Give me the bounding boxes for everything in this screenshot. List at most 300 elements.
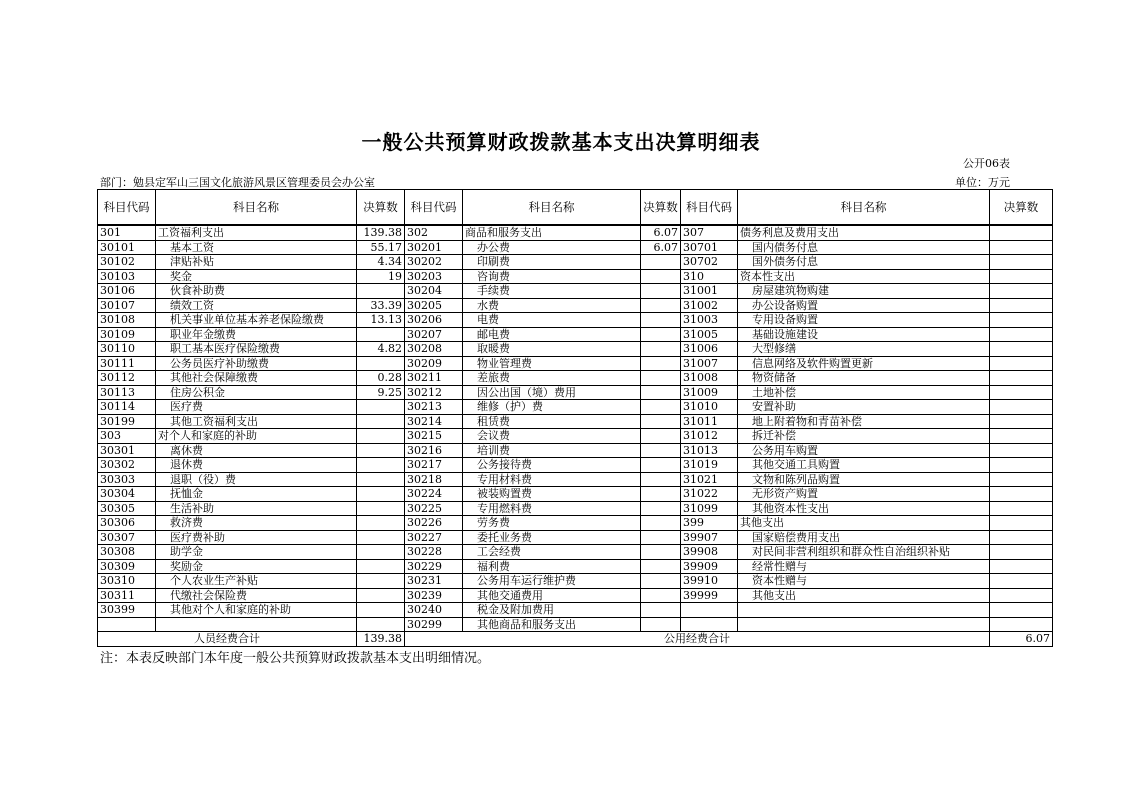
name-cell: 工资福利支出 [156,225,357,240]
table-row [98,240,1053,255]
table-row [98,559,1053,574]
code-cell: 30302 [98,458,156,473]
code-cell: 30226 [405,516,463,531]
code-cell: 30224 [405,487,463,502]
amount-cell: 0.28 [357,371,405,386]
amount-cell [990,298,1053,313]
amount-cell [357,530,405,545]
code-cell: 30199 [98,414,156,429]
name-cell [738,603,990,618]
amount-cell [641,385,681,400]
amount-cell [990,356,1053,371]
name-cell: 债务利息及费用支出 [738,225,990,240]
amount-cell [990,588,1053,603]
table-row [98,356,1053,371]
name-cell: 维修（护）费 [463,400,641,415]
name-cell: 物业管理费 [463,356,641,371]
code-cell: 30702 [681,255,738,270]
code-cell: 30218 [405,472,463,487]
code-cell: 31001 [681,284,738,299]
code-cell: 31019 [681,458,738,473]
table-row [98,588,1053,603]
amount-cell [990,443,1053,458]
name-cell: 对民间非营利组织和群众性自治组织补贴 [738,545,990,560]
name-cell: 基本工资 [156,240,357,255]
amount-cell [641,255,681,270]
code-cell: 301 [98,225,156,240]
name-cell: 伙食补助费 [156,284,357,299]
name-cell [156,617,357,632]
form-number: 公开06表 [963,157,1010,170]
code-cell: 30107 [98,298,156,313]
header-amount: 决算数 [990,190,1053,226]
table-header-row [98,190,1053,226]
name-cell: 公务用车运行维护费 [463,574,641,589]
amount-cell [641,429,681,444]
name-cell: 无形资产购置 [738,487,990,502]
name-cell: 资本性赠与 [738,574,990,589]
name-cell: 会议费 [463,429,641,444]
code-cell: 30399 [98,603,156,618]
amount-cell [357,356,405,371]
code-cell: 31012 [681,429,738,444]
table-row [98,269,1053,284]
amount-cell [357,487,405,502]
amount-cell [357,429,405,444]
amount-cell [641,617,681,632]
amount-cell [641,443,681,458]
name-cell: 其他商品和服务支出 [463,617,641,632]
code-cell: 31022 [681,487,738,502]
code-cell: 30202 [405,255,463,270]
name-cell: 其他交通费用 [463,588,641,603]
code-cell: 30305 [98,501,156,516]
name-cell: 机关事业单位基本养老保险缴费 [156,313,357,328]
amount-cell [990,458,1053,473]
header-code: 科目代码 [681,190,738,226]
amount-cell [990,545,1053,560]
header-code: 科目代码 [98,190,156,226]
amount-cell [990,327,1053,342]
name-cell: 委托业务费 [463,530,641,545]
code-cell: 30211 [405,371,463,386]
header-amount: 决算数 [357,190,405,226]
amount-cell: 9.25 [357,385,405,400]
name-cell: 国内债务付息 [738,240,990,255]
unit-label: 单位：万元 [955,176,1010,189]
code-cell: 30209 [405,356,463,371]
name-cell: 津贴补贴 [156,255,357,270]
name-cell: 国外债务付息 [738,255,990,270]
amount-cell [357,617,405,632]
code-cell: 302 [405,225,463,240]
table-row [98,225,1053,240]
name-cell: 拆迁补偿 [738,429,990,444]
name-cell: 其他交通工具购置 [738,458,990,473]
code-cell: 30204 [405,284,463,299]
amount-cell [641,574,681,589]
name-cell: 经常性赠与 [738,559,990,574]
name-cell: 劳务费 [463,516,641,531]
code-cell: 30102 [98,255,156,270]
name-cell: 专用材料费 [463,472,641,487]
amount-cell [641,400,681,415]
amount-cell [641,327,681,342]
name-cell: 物资储备 [738,371,990,386]
code-cell: 30206 [405,313,463,328]
table-row [98,458,1053,473]
code-cell: 30212 [405,385,463,400]
name-cell: 资本性支出 [738,269,990,284]
header-name: 科目名称 [738,190,990,226]
amount-cell: 4.82 [357,342,405,357]
name-cell: 其他社会保障缴费 [156,371,357,386]
name-cell: 医疗费补助 [156,530,357,545]
amount-cell [641,501,681,516]
code-cell: 30309 [98,559,156,574]
name-cell: 职工基本医疗保险缴费 [156,342,357,357]
name-cell: 其他对个人和家庭的补助 [156,603,357,618]
table-row [98,342,1053,357]
code-cell: 31003 [681,313,738,328]
amount-cell [641,516,681,531]
amount-cell [641,559,681,574]
amount-cell [990,342,1053,357]
name-cell [738,617,990,632]
code-cell: 30201 [405,240,463,255]
name-cell: 公务接待费 [463,458,641,473]
name-cell: 手续费 [463,284,641,299]
header-name: 科目名称 [156,190,357,226]
table-row [98,574,1053,589]
code-cell: 30101 [98,240,156,255]
amount-cell [990,574,1053,589]
name-cell: 退休费 [156,458,357,473]
amount-cell [990,501,1053,516]
amount-cell [641,298,681,313]
amount-cell: 19 [357,269,405,284]
personnel-total-label: 人员经费合计 [98,632,357,647]
name-cell: 住房公积金 [156,385,357,400]
code-cell: 30301 [98,443,156,458]
name-cell: 税金及附加费用 [463,603,641,618]
amount-cell [641,284,681,299]
table-row [98,530,1053,545]
name-cell: 安置补助 [738,400,990,415]
table-row [98,313,1053,328]
code-cell: 30103 [98,269,156,284]
code-cell: 31011 [681,414,738,429]
amount-cell [990,516,1053,531]
code-cell: 30225 [405,501,463,516]
budget-table [97,189,1053,647]
amount-cell [990,255,1053,270]
table-row [98,516,1053,531]
amount-cell [357,458,405,473]
amount-cell [357,603,405,618]
table-row [98,298,1053,313]
code-cell: 30110 [98,342,156,357]
amount-cell [990,400,1053,415]
code-cell: 30215 [405,429,463,444]
amount-cell [641,371,681,386]
name-cell: 办公设备购置 [738,298,990,313]
amount-cell [641,603,681,618]
code-cell: 399 [681,516,738,531]
code-cell: 31010 [681,400,738,415]
table-row [98,400,1053,415]
code-cell: 39909 [681,559,738,574]
code-cell: 31021 [681,472,738,487]
amount-cell [357,545,405,560]
code-cell: 39910 [681,574,738,589]
code-cell: 303 [98,429,156,444]
name-cell: 被装购置费 [463,487,641,502]
code-cell: 30112 [98,371,156,386]
table-row [98,255,1053,270]
amount-cell [990,414,1053,429]
public-total-label: 公用经费合计 [405,632,990,647]
amount-cell: 55.17 [357,240,405,255]
name-cell: 其他支出 [738,588,990,603]
table-row [98,501,1053,516]
name-cell: 电费 [463,313,641,328]
code-cell: 30304 [98,487,156,502]
department-label: 部门：勉县定军山三国文化旅游风景区管理委员会办公室 [100,176,375,189]
table-row [98,617,1053,632]
code-cell: 39999 [681,588,738,603]
amount-cell: 139.38 [357,225,405,240]
name-cell: 专用燃料费 [463,501,641,516]
name-cell: 其他工资福利支出 [156,414,357,429]
amount-cell [990,530,1053,545]
code-cell: 30308 [98,545,156,560]
amount-cell [641,356,681,371]
code-cell: 30208 [405,342,463,357]
code-cell: 30227 [405,530,463,545]
name-cell: 个人农业生产补贴 [156,574,357,589]
amount-cell [357,516,405,531]
name-cell: 培训费 [463,443,641,458]
amount-cell [357,327,405,342]
amount-cell [990,603,1053,618]
code-cell: 30111 [98,356,156,371]
amount-cell [641,313,681,328]
amount-cell [990,240,1053,255]
name-cell: 生活补助 [156,501,357,516]
table-row [98,487,1053,502]
amount-cell: 6.07 [641,225,681,240]
amount-cell: 4.34 [357,255,405,270]
code-cell: 31002 [681,298,738,313]
code-cell: 30701 [681,240,738,255]
table-row [98,414,1053,429]
code-cell: 30216 [405,443,463,458]
amount-cell [641,588,681,603]
amount-cell [641,342,681,357]
name-cell: 代缴社会保险费 [156,588,357,603]
name-cell: 国家赔偿费用支出 [738,530,990,545]
amount-cell [641,487,681,502]
name-cell: 抚恤金 [156,487,357,502]
code-cell [681,603,738,618]
name-cell: 印刷费 [463,255,641,270]
name-cell: 其他资本性支出 [738,501,990,516]
amount-cell [990,617,1053,632]
code-cell: 30213 [405,400,463,415]
footnote: 注：本表反映部门本年度一般公共预算财政拨款基本支出明细情况。 [100,651,491,666]
amount-cell [990,225,1053,240]
amount-cell: 33.39 [357,298,405,313]
code-cell: 307 [681,225,738,240]
amount-cell [990,487,1053,502]
code-cell: 31008 [681,371,738,386]
amount-cell: 13.13 [357,313,405,328]
amount-cell [990,472,1053,487]
name-cell: 咨询费 [463,269,641,284]
name-cell: 文物和陈列品购置 [738,472,990,487]
name-cell: 基础设施建设 [738,327,990,342]
code-cell: 30214 [405,414,463,429]
code-cell: 30106 [98,284,156,299]
name-cell: 离休费 [156,443,357,458]
code-cell: 31007 [681,356,738,371]
amount-cell [990,429,1053,444]
code-cell [681,617,738,632]
code-cell: 30303 [98,472,156,487]
amount-cell [357,414,405,429]
name-cell: 因公出国（境）费用 [463,385,641,400]
name-cell: 办公费 [463,240,641,255]
amount-cell [641,530,681,545]
table-row [98,443,1053,458]
code-cell: 39908 [681,545,738,560]
header-name: 科目名称 [463,190,641,226]
code-cell: 310 [681,269,738,284]
amount-cell [357,501,405,516]
name-cell: 商品和服务支出 [463,225,641,240]
code-cell: 30114 [98,400,156,415]
name-cell: 福利费 [463,559,641,574]
table-body [98,225,1053,632]
header-amount: 决算数 [641,190,681,226]
table-row [98,545,1053,560]
table-row [98,603,1053,618]
name-cell: 退职（役）费 [156,472,357,487]
name-cell: 助学金 [156,545,357,560]
amount-cell [641,269,681,284]
amount-cell [357,472,405,487]
amount-cell [357,574,405,589]
amount-cell [990,371,1053,386]
public-total-value: 6.07 [990,632,1053,647]
amount-cell [357,400,405,415]
name-cell: 工会经费 [463,545,641,560]
code-cell: 31013 [681,443,738,458]
amount-cell [357,559,405,574]
page-title: 一般公共预算财政拨款基本支出决算明细表 [361,130,761,154]
name-cell: 水费 [463,298,641,313]
code-cell: 30113 [98,385,156,400]
amount-cell [641,458,681,473]
name-cell: 信息网络及软件购置更新 [738,356,990,371]
amount-cell [990,269,1053,284]
name-cell: 房屋建筑物购建 [738,284,990,299]
code-cell: 30306 [98,516,156,531]
amount-cell: 6.07 [641,240,681,255]
code-cell: 30108 [98,313,156,328]
code-cell: 30240 [405,603,463,618]
name-cell: 土地补偿 [738,385,990,400]
code-cell: 30231 [405,574,463,589]
name-cell: 奖金 [156,269,357,284]
amount-cell [990,385,1053,400]
name-cell: 医疗费 [156,400,357,415]
name-cell: 其他支出 [738,516,990,531]
code-cell: 30109 [98,327,156,342]
name-cell: 公务用车购置 [738,443,990,458]
table-row [98,472,1053,487]
name-cell: 职业年金缴费 [156,327,357,342]
personnel-total-value: 139.38 [357,632,405,647]
code-cell: 30217 [405,458,463,473]
code-cell: 30207 [405,327,463,342]
table-row [98,429,1053,444]
code-cell: 30203 [405,269,463,284]
amount-cell [641,414,681,429]
code-cell: 30310 [98,574,156,589]
name-cell: 对个人和家庭的补助 [156,429,357,444]
name-cell: 地上附着物和青苗补偿 [738,414,990,429]
name-cell: 绩效工资 [156,298,357,313]
code-cell: 31005 [681,327,738,342]
code-cell: 31006 [681,342,738,357]
amount-cell [357,443,405,458]
name-cell: 取暖费 [463,342,641,357]
amount-cell [641,472,681,487]
amount-cell [990,284,1053,299]
header-code: 科目代码 [405,190,463,226]
amount-cell [357,588,405,603]
code-cell: 31099 [681,501,738,516]
code-cell: 30299 [405,617,463,632]
totals-row [98,632,1053,647]
amount-cell [357,284,405,299]
table-row [98,327,1053,342]
code-cell: 30311 [98,588,156,603]
name-cell: 租赁费 [463,414,641,429]
table-row [98,284,1053,299]
code-cell: 30239 [405,588,463,603]
name-cell: 公务员医疗补助缴费 [156,356,357,371]
code-cell: 30228 [405,545,463,560]
amount-cell [990,313,1053,328]
amount-cell [990,559,1053,574]
code-cell: 30229 [405,559,463,574]
table-row [98,371,1053,386]
code-cell: 30307 [98,530,156,545]
table-row [98,385,1053,400]
name-cell: 大型修缮 [738,342,990,357]
name-cell: 邮电费 [463,327,641,342]
name-cell: 救济费 [156,516,357,531]
code-cell: 31009 [681,385,738,400]
name-cell: 差旅费 [463,371,641,386]
name-cell: 专用设备购置 [738,313,990,328]
amount-cell [641,545,681,560]
name-cell: 奖励金 [156,559,357,574]
code-cell: 39907 [681,530,738,545]
